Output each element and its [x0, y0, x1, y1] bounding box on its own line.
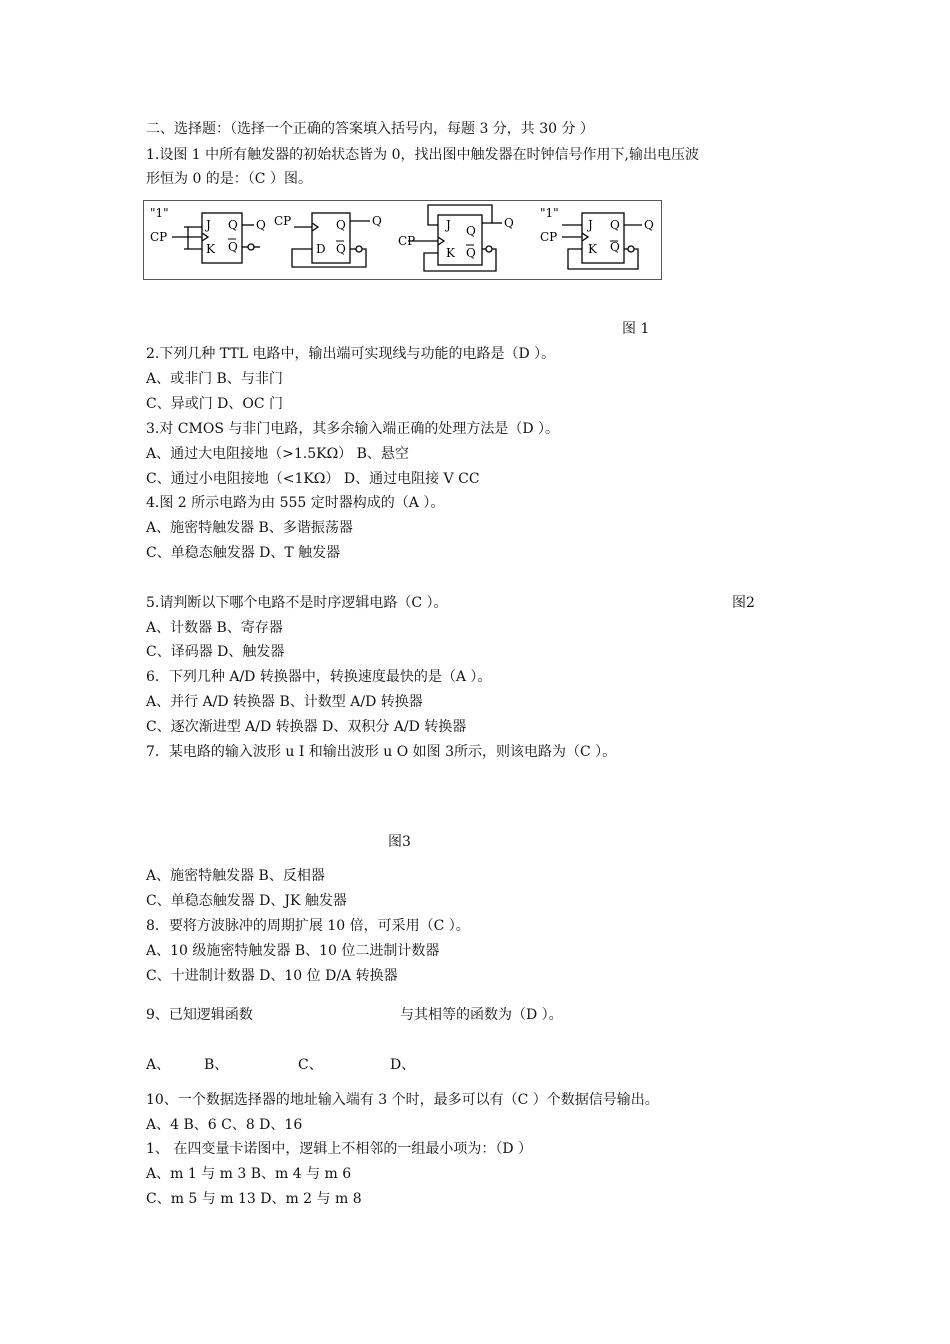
q8-stem: 8．要将方波脉冲的周期扩展 10 倍，可采用（C ）。 [146, 918, 470, 934]
q3-options-2: C、通过小电阻接地（<1KΩ） D、通过电阻接 V CC [146, 471, 480, 487]
q3-stem: 3.对 CMOS 与非门电路，其多余输入端正确的处理方法是（D ）。 [146, 421, 560, 437]
section-title: 二、选择题：（选择一个正确的答案填入括号内，每题 3 分，共 30 分 ） [146, 121, 594, 137]
svg-text:Q: Q [372, 214, 382, 228]
q9-option-d: D、 [390, 1057, 416, 1073]
label-one-d: "1" [540, 206, 559, 220]
q11-options-1: A、m 1 与 m 3 B、m 4 与 m 6 [146, 1166, 352, 1182]
q9-option-a: A、 [146, 1057, 171, 1073]
svg-text:Q: Q [644, 218, 654, 232]
q11-options-2: C、m 5 与 m 13 D、m 2 与 m 8 [146, 1191, 362, 1207]
label-cp-d: CP [540, 230, 558, 244]
svg-text:Q: Q [228, 218, 238, 232]
svg-text:J: J [446, 218, 451, 232]
q2-options-1: A、或非门 B、与非门 [146, 371, 283, 387]
q10-options: A、4 B、6 C、8 D、16 [146, 1117, 303, 1133]
q1-stem-line1: 1.设图 1 中所有触发器的初始状态皆为 0，找出图中触发器在时钟信号作用下,输出电压波 [146, 147, 699, 163]
label-cp-c: CP [398, 234, 416, 248]
figure-1-flipflops [143, 200, 662, 280]
q6-options-1: A、并行 A/D 转换器 B、计数型 A/D 转换器 [146, 694, 423, 710]
svg-text:Q: Q [228, 240, 238, 254]
svg-text:Q: Q [336, 218, 346, 232]
q9-option-b: B、 [204, 1057, 229, 1073]
q8-options-2: C、十进制计数器 D、10 位 D/A 转换器 [146, 968, 398, 984]
q10-stem: 10、一个数据选择器的地址输入端有 3 个时，最多可以有（C ）个数据信号输出。 [146, 1092, 659, 1108]
svg-text:K: K [206, 242, 215, 256]
svg-text:Q: Q [504, 216, 514, 230]
q4-stem: 4.图 2 所示电路为由 555 定时器构成的（A ）。 [146, 495, 445, 511]
svg-text:K: K [588, 242, 597, 256]
svg-text:Q: Q [256, 218, 266, 232]
q7-options-1: A、施密特触发器 B、反相器 [146, 868, 325, 884]
q9-stem-part-b: 与其相等的函数为（D ）。 [400, 1007, 563, 1023]
q9-option-c: C、 [298, 1057, 323, 1073]
q2-stem: 2.下列几种 TTL 电路中，输出端可实现线与功能的电路是（D ）。 [146, 346, 556, 362]
label-cp-a: CP [150, 230, 168, 244]
q1-stem-line2: 形恒为 0 的是：（C ）图。 [146, 171, 312, 187]
svg-text:Q: Q [336, 242, 346, 256]
q8-options-1: A、10 级施密特触发器 B、10 位二进制计数器 [146, 943, 440, 959]
svg-text:D: D [316, 242, 326, 256]
svg-text:J: J [206, 218, 211, 232]
label-one-a: "1" [150, 206, 169, 220]
q9-stem-part-a: 9、已知逻辑函数 [146, 1007, 253, 1023]
q5-options-2: C、译码器 D、触发器 [146, 644, 285, 660]
label-cp-b: CP [274, 214, 292, 228]
svg-text:Q: Q [610, 218, 620, 232]
svg-text:J: J [588, 218, 593, 232]
q5-options-1: A、计数器 B、寄存器 [146, 620, 283, 636]
q11-stem: 1、 在四变量卡诺图中，逻辑上不相邻的一组最小项为：（D ） [146, 1141, 533, 1157]
figure-3-caption: 图3 [388, 834, 411, 850]
q4-options-1: A、施密特触发器 B、多谐振荡器 [146, 520, 353, 536]
figure-2-caption: 图2 [732, 595, 755, 611]
q4-options-2: C、单稳态触发器 D、T 触发器 [146, 545, 341, 561]
q3-options-1: A、通过大电阻接地（>1.5KΩ） B、悬空 [146, 446, 409, 462]
figure-1-caption: 图 1 [622, 321, 650, 337]
q5-stem: 5.请判断以下哪个电路不是时序逻辑电路（C ）。 [146, 595, 448, 611]
q7-options-2: C、单稳态触发器 D、JK 触发器 [146, 893, 347, 909]
flipflop-circuits-diagram [144, 201, 661, 279]
q6-options-2: C、逐次渐进型 A/D 转换器 D、双积分 A/D 转换器 [146, 719, 467, 735]
svg-text:Q: Q [610, 240, 620, 254]
svg-text:Q: Q [466, 224, 476, 238]
q6-stem: 6．下列几种 A/D 转换器中，转换速度最快的是（A ）。 [146, 669, 492, 685]
svg-text:Q: Q [466, 246, 476, 260]
svg-text:K: K [446, 246, 455, 260]
q7-stem: 7．某电路的输入波形 u I 和输出波形 u O 如图 3所示，则该电路为（C ）。 [146, 744, 617, 760]
q2-options-2: C、异或门 D、OC 门 [146, 396, 284, 412]
